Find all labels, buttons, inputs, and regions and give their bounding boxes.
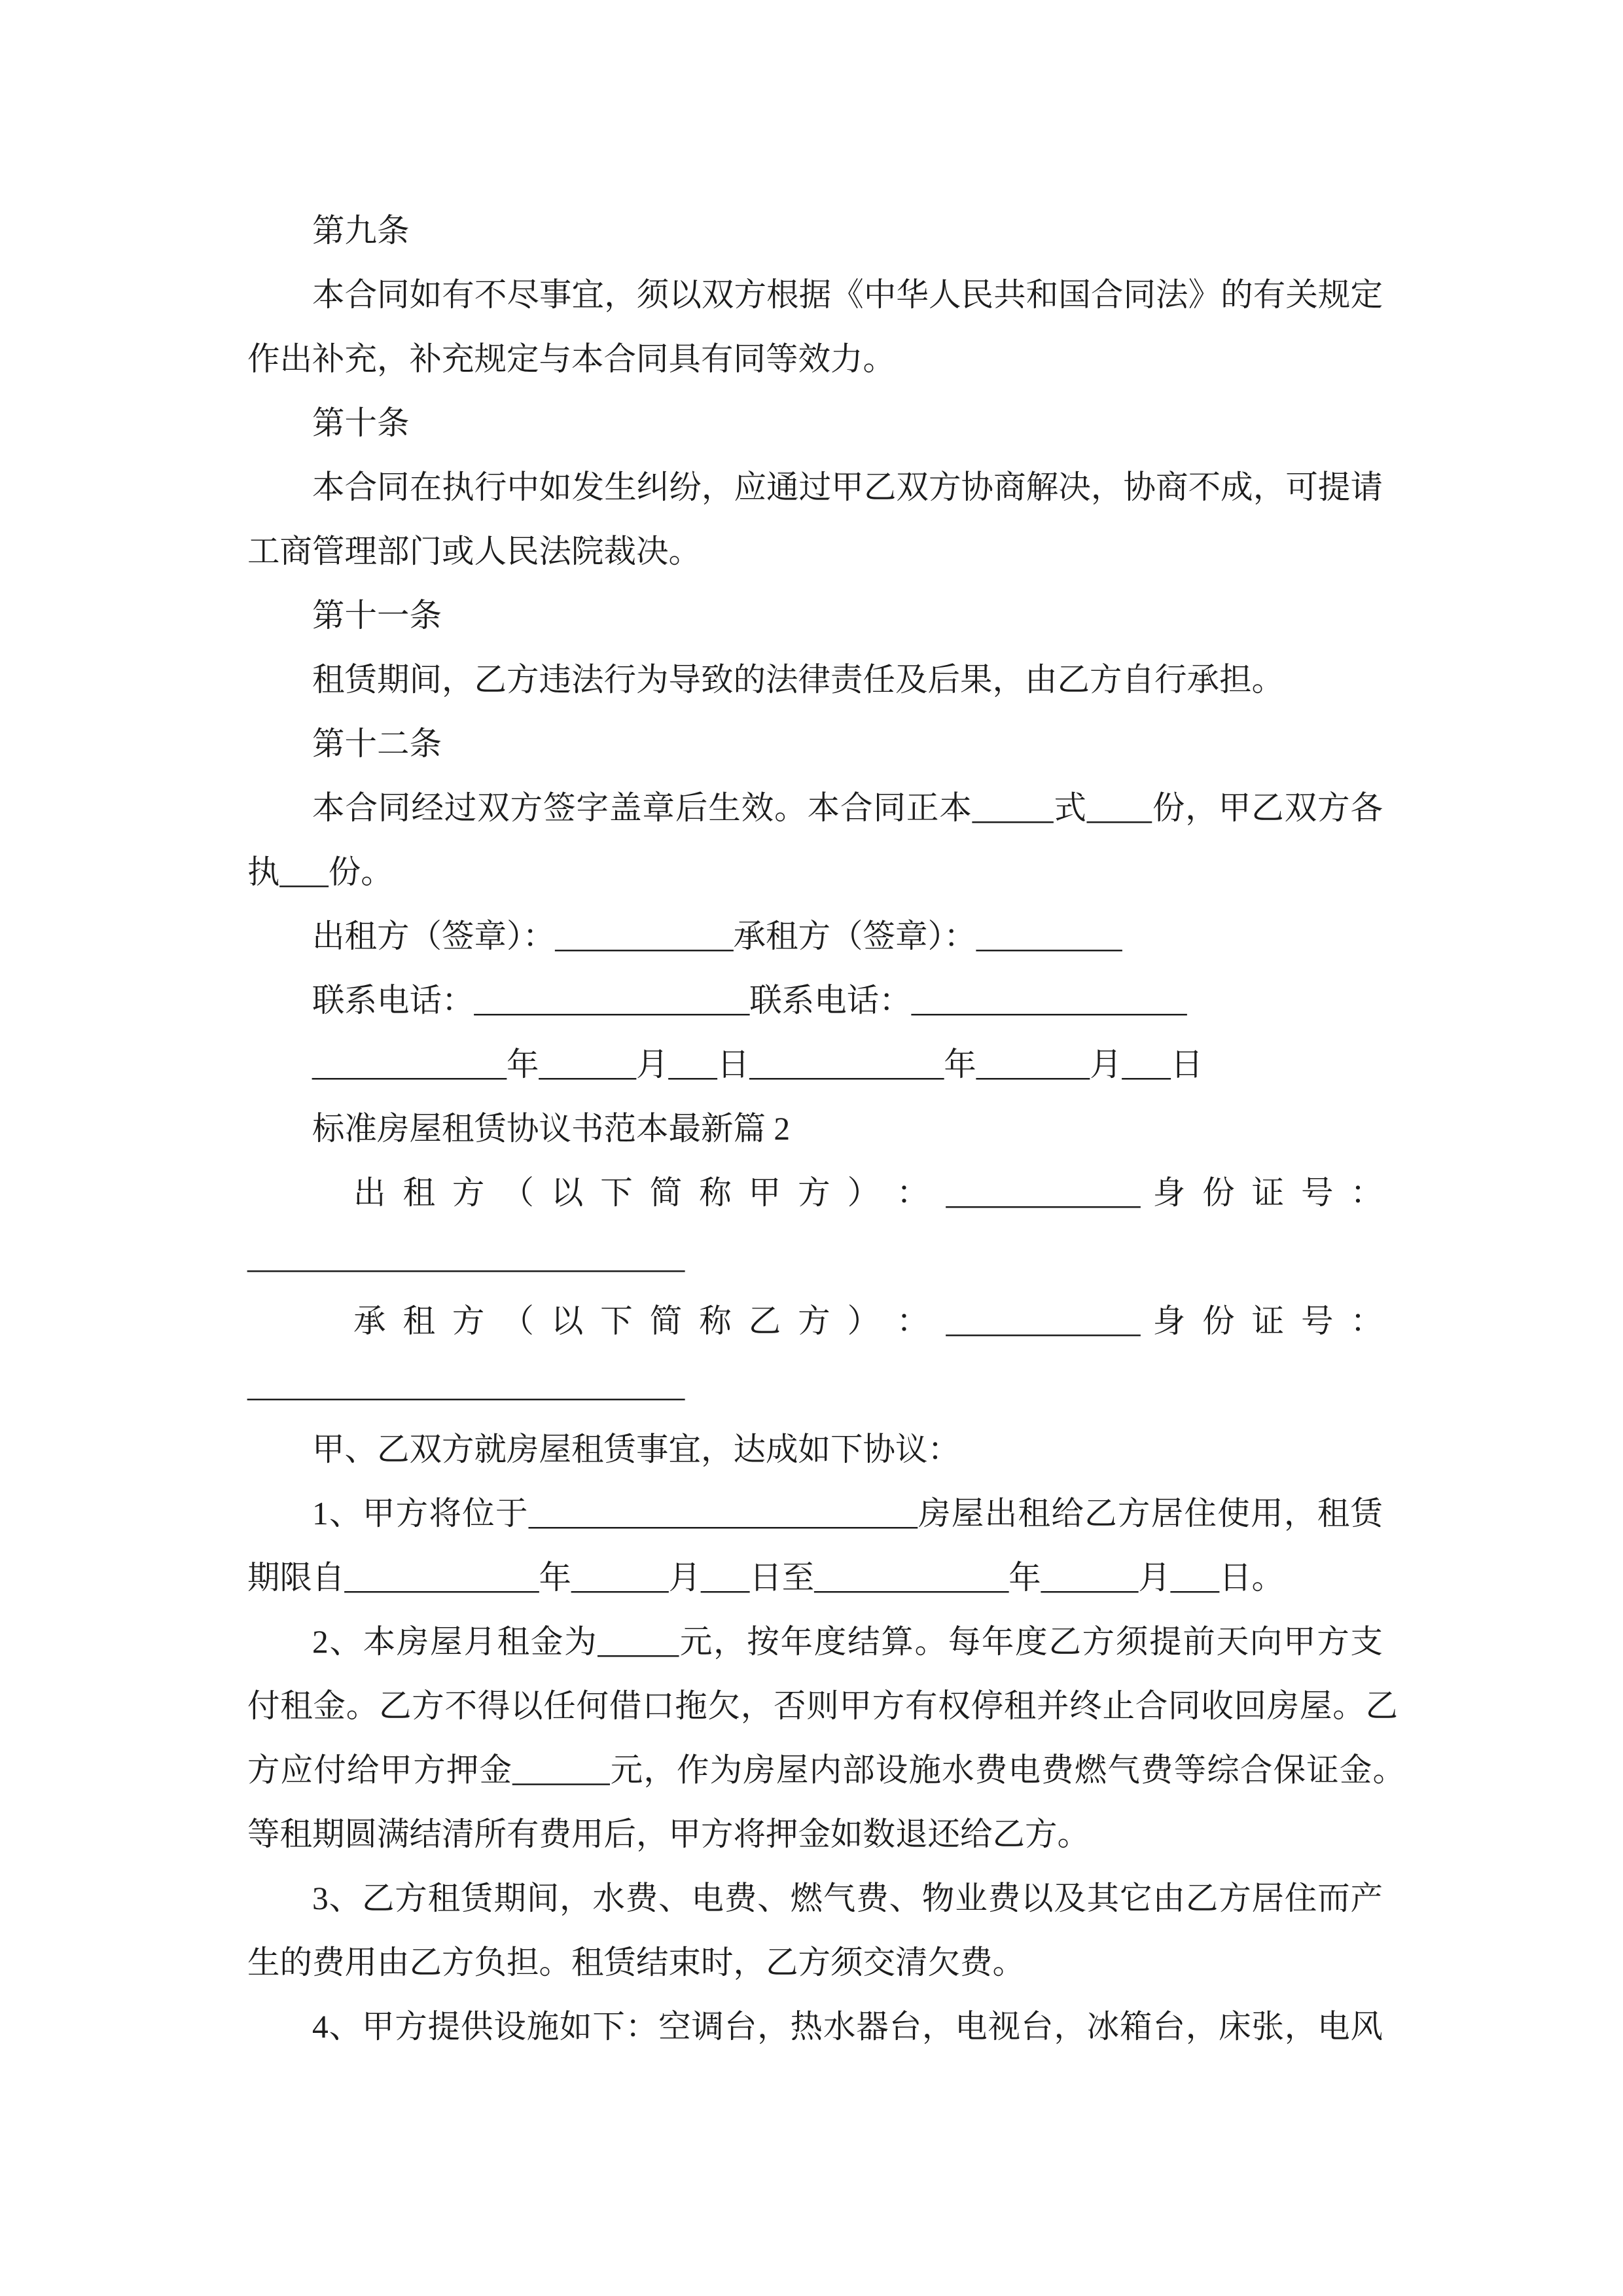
clause-9-text-line: 本合同如有不尽事宜，须以双方根据《中华人民共和国合同法》的有关规定 <box>312 277 1383 313</box>
signature-phones-line: 联系电话：_________________联系电话：_________________ <box>312 982 1187 1018</box>
clause-12-heading: 第十二条 <box>312 726 442 762</box>
lessor-id-blank: ___________________________ <box>247 1239 685 1275</box>
clause-12-text-line: 执___份。 <box>247 854 393 890</box>
clause-11-heading: 第十一条 <box>312 598 442 634</box>
lessor-id-line: 出 租 方 （ 以 下 简 称 甲 方 ） ： ____________ 身 份 证 号 ： <box>353 1175 1383 1211</box>
item-2-line: 方应付给甲方押金______元，作为房屋内部设施水费电费燃气费等综合保证金。 <box>247 1752 1405 1788</box>
lessee-id-blank: ___________________________ <box>247 1367 685 1403</box>
signature-dates-line: ____________年______月___日____________年_______月___日 <box>312 1047 1204 1083</box>
clause-10-heading: 第十条 <box>312 405 410 441</box>
item-2-line: 2、本房屋月租金为_____元，按年度结算。每年度乙方须提前天向甲方支 <box>312 1624 1383 1660</box>
clause-12-text-line: 本合同经过双方签字盖章后生效。本合同正本_____式____份，甲乙双方各 <box>312 790 1383 826</box>
document-body <box>247 199 1405 2059</box>
item-1-line: 期限自____________年______月___日至____________年______月___日。 <box>247 1560 1284 1596</box>
section-2-title: 标准房屋租赁协议书范本最新篇 2 <box>312 1111 791 1147</box>
item-1-line: 1、甲方将位于________________________房屋出租给乙方居住使用，租赁 <box>312 1496 1383 1532</box>
item-4-line: 4、甲方提供设施如下：空调台，热水器台，电视台，冰箱台，床张，电风 <box>312 2009 1383 2045</box>
agreement-intro: 甲、乙双方就房屋租赁事宜，达成如下协议： <box>312 1431 960 1467</box>
clause-10-text-line: 本合同在执行中如发生纠纷，应通过甲乙双方协商解决，协商不成，可提请 <box>312 469 1383 505</box>
item-2-line: 付租金。乙方不得以任何借口拖欠，否则甲方有权停租并终止合同收回房屋。乙 <box>247 1688 1398 1724</box>
item-3-line: 3、乙方租赁期间，水费、电费、燃气费、物业费以及其它由乙方居住而产 <box>312 1880 1383 1916</box>
clause-9-heading: 第九条 <box>312 213 410 249</box>
signature-parties-line: 出租方（签章）：___________承租方（签章）：_________ <box>312 918 1122 954</box>
clause-9-text-line: 作出补充，补充规定与本合同具有同等效力。 <box>247 341 895 377</box>
lessee-id-line: 承 租 方 （ 以 下 简 称 乙 方 ） ： ____________ 身 份 证 号 ： <box>353 1303 1383 1339</box>
item-2-line: 等租期圆满结清所有费用后，甲方将押金如数退还给乙方。 <box>247 1816 1090 1852</box>
item-3-line: 生的费用由乙方负担。租赁结束时，乙方须交清欠费。 <box>247 1945 1025 1981</box>
clause-10-text-line: 工商管理部门或人民法院裁决。 <box>247 533 701 569</box>
clause-11-text-line: 租赁期间，乙方违法行为导致的法律责任及后果，由乙方自行承担。 <box>312 662 1284 698</box>
